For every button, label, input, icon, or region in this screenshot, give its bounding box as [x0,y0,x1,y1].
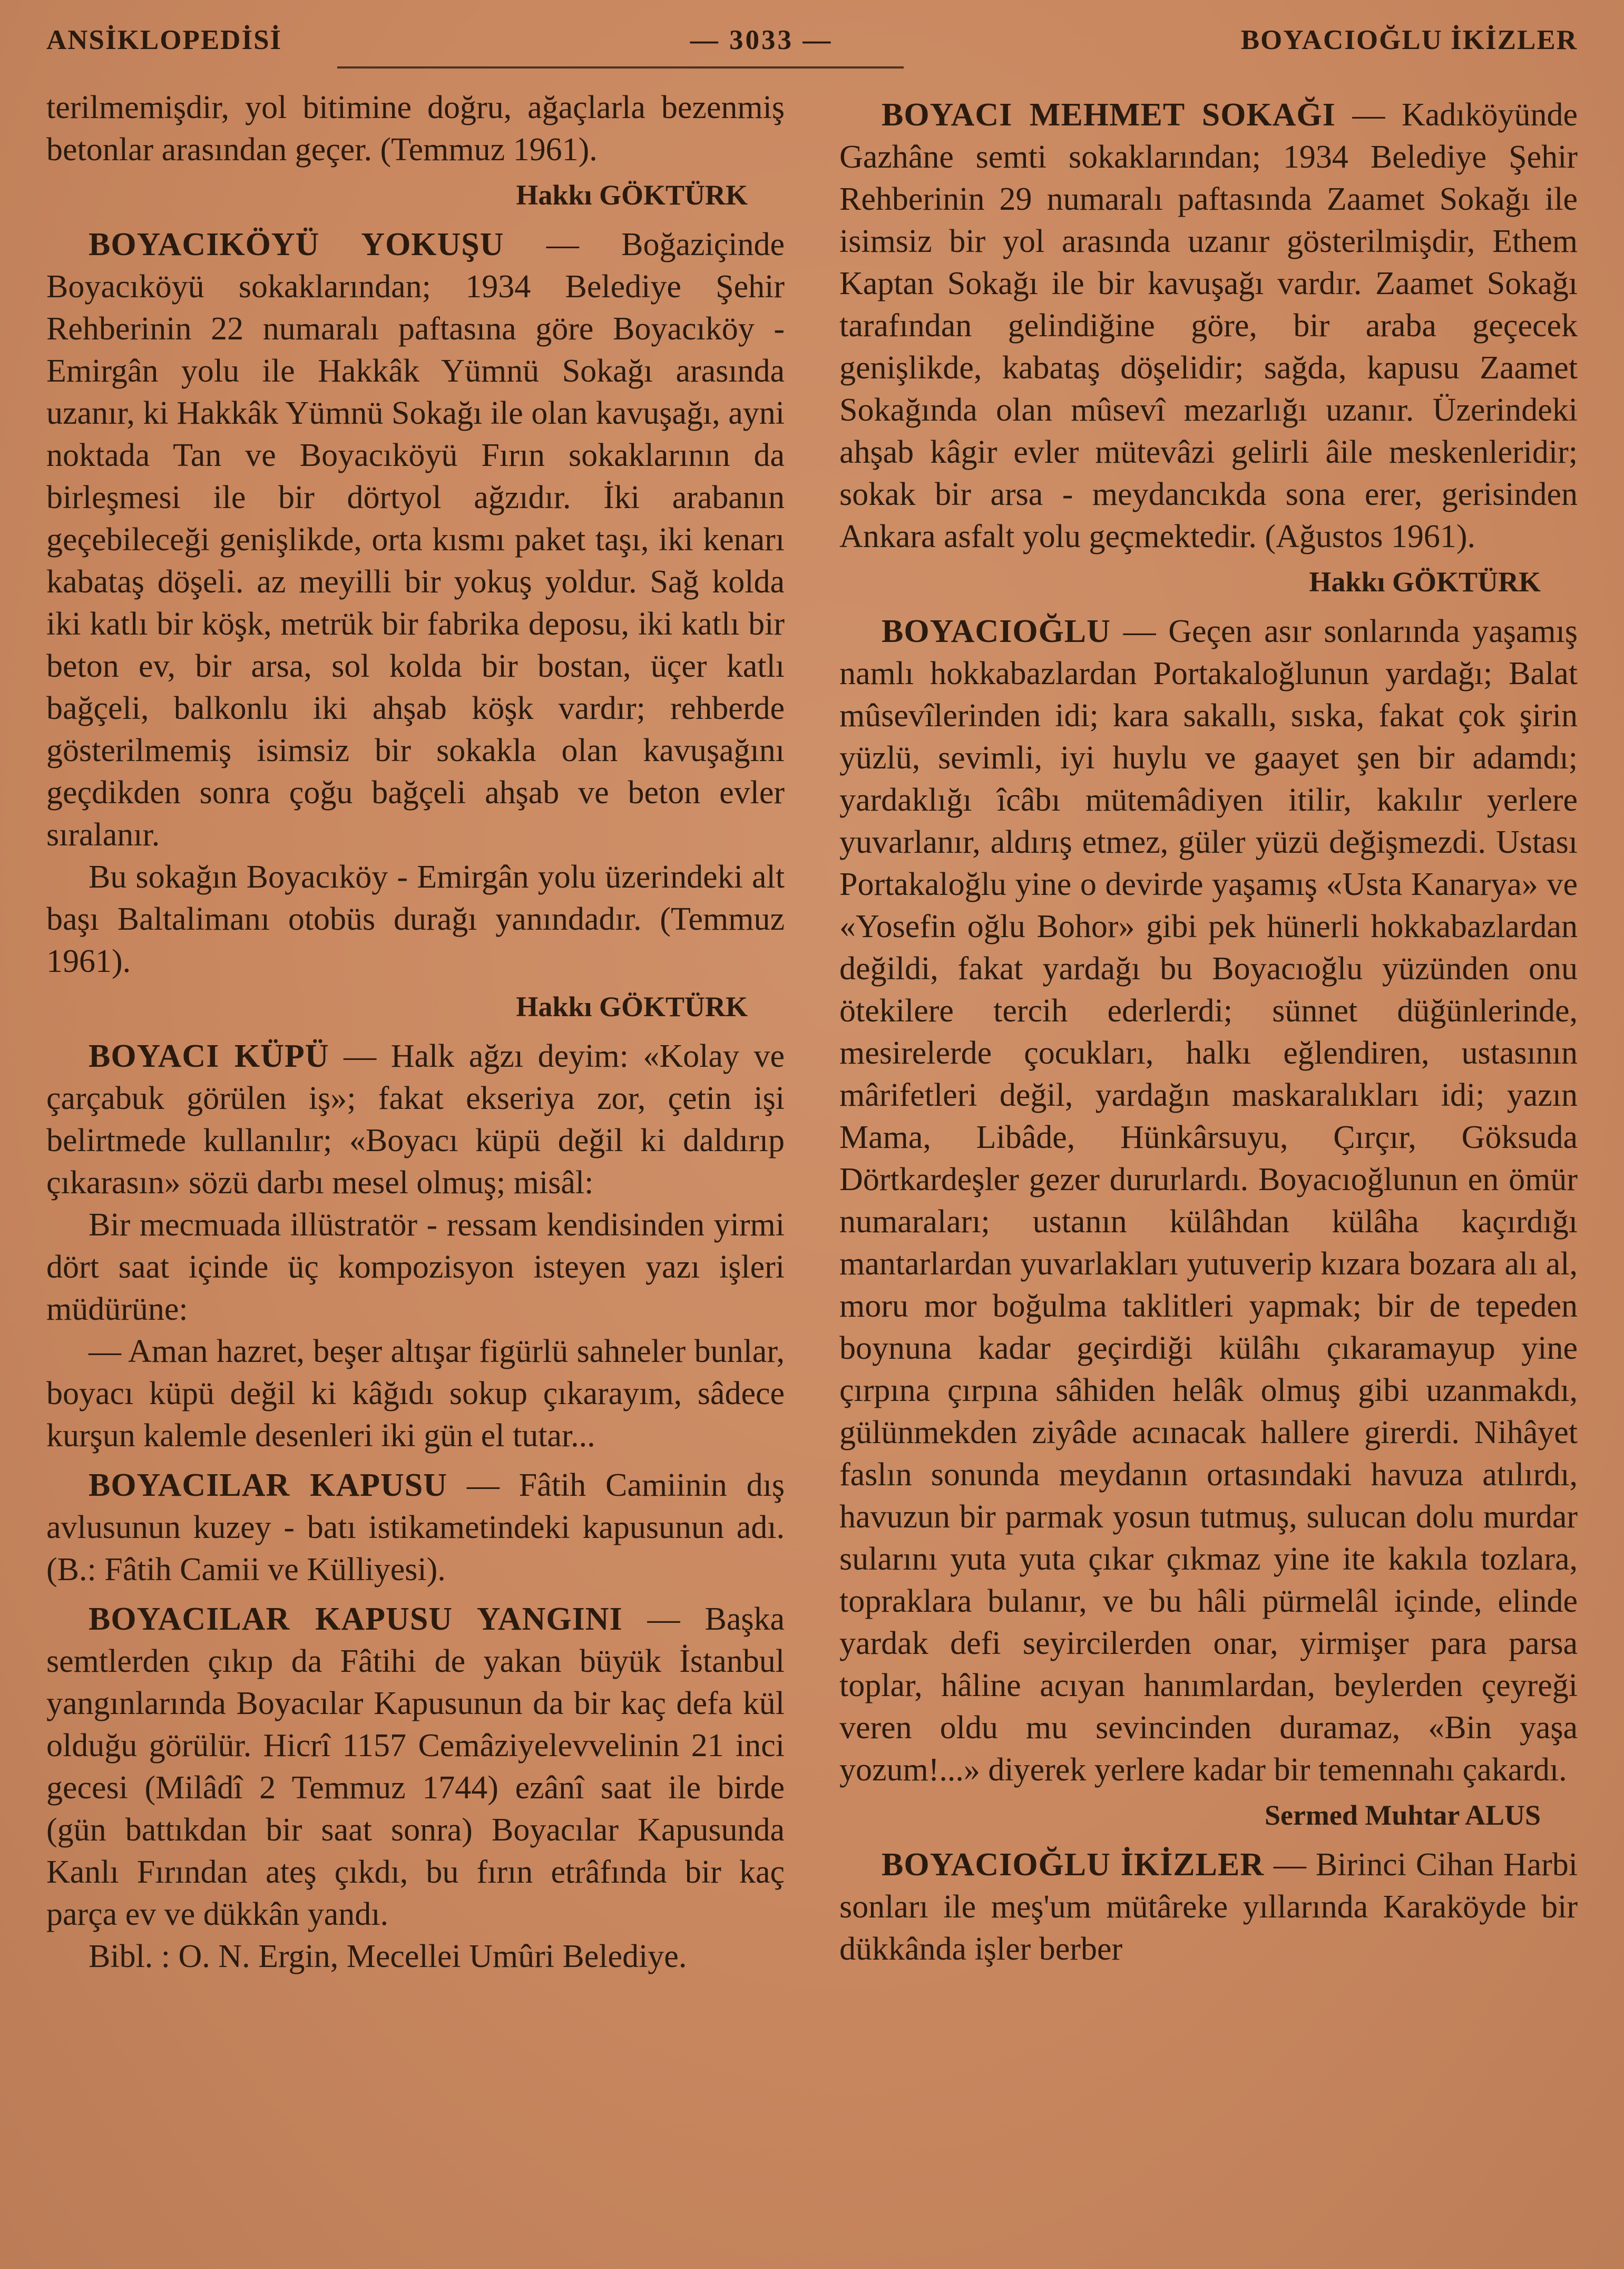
entry-title: BOYACIOĞLU İKİZLER [882,1847,1265,1883]
entry-title: BOYACIOĞLU [882,613,1111,649]
text-columns [46,86,1578,1978]
entry-paragraph: BOYACIKÖYÜ YOKUŞU — Boğaziçinde Boyacıköyü sokaklarından; 1934 Belediye Şehir Rehberinin 22 numaralı paftasına göre Boyacıköy - Emirgân yolu ile Hakkâk Yümnü Sokağı arasında uzanır, ki Hakkâk Yümnü Sokağı ile olan kavuşağı, ayni noktada Tan ve Boyacıköyü Fırın sokaklarının da birleşmesi ile bir dörtyol ağzıdır. İki arabanın geçebileceği genişlikde, orta kısmı paket taşı, iki kenarı kabataş döşeli. az meyilli bir yokuş yoldur. Sağ kolda iki katlı bir köşk, metrük bir fabrika deposu, iki katlı bir beton ev, bir arsa, sol kolda bir bostan, üçer katlı bağçeli, balkonlu iki ahşab köşk vardır; rehberde gösterilmemiş isimsiz bir sokakla olan kavuşağını geçdikden sonra çoğu bağçeli ahşab ve beton evler sıralanır. [46,227,785,853]
author-signature: Hakkı GÖKTÜRK [516,991,748,1022]
continuation-paragraph: terilmemişdir, yol bitimine doğru, ağaçlarla bezenmiş betonlar arasından geçer. (Temmuz 1961). [46,90,785,168]
entry-paragraph: BOYACILAR KAPUSU YANGINI — Başka semtlerden çıkıp da Fâtihi de yakan büyük İstanbul yangınlarında Boyacılar Kapusunun da bir kaç defa kül olduğu görülür. Hicrî 1157 Cemâziyelevvelinin 21 inci gecesi (Milâdî 2 Temmuz 1744) ezânî saat ile birde (gün battıkdan bir saat sonra) Boyacılar Kapusunda Kanlı Fırından ateş çıkdı, bu fırın etrâfında bir kaç parça ev ve dükkân yandı. [46,1601,785,1932]
entry-paragraph: BOYACILAR KAPUSU — Fâtih Camiinin dış avlusunun kuzey - batı istikametindeki kapusunun adı. (B.: Fâtih Camii ve Külliyesi). [46,1467,785,1588]
author-signature: Hakkı GÖKTÜRK [516,179,748,211]
entry-title: BOYACILAR KAPUSU [89,1467,447,1503]
entry-paragraph: BOYACI MEHMET SOKAĞI — Kadıköyünde Gazhâne semti sokaklarından; 1934 Belediye Şehir Rehberinin 29 numaralı paftasında Zaamet Sokağı ile isimsiz bir yol arasında uzanır gösterilmişdir, Ethem Kaptan Sokağı ile bir kavuşağı vardır. Zaamet Sokağı tarafından gelindiğine göre, bir araba geçecek genişlikde, kabataş döşelidir; sağda, kapusu Zaamet Sokağında olan mûsevî mezarlığı uzanır. Üzerindeki ahşab kâgir evler mütevâzi gelirli âile meskenleridir; sokak bir arsa - meydancıkda sona erer, gerisinden Ankara asfalt yolu geçmektedir. (Ağustos 1961). [839,97,1578,554]
entry-paragraph: BOYACIOĞLU — Geçen asır sonlarında yaşamış namlı hokkabazlardan Portakaloğlunun yardağı; Balat mûsevîlerinden idi; kara sakallı, sıska, fakat çok şirin yüzlü, sevimli, iyi huylu ve gaayet şen bir adamdı; yardaklığı îcâbı mütemâdiyen itilir, kakılır yerlere yuvarlanır, aldırış etmez, güler yüzü değişmezdi. Ustası Portakaloğlu yine o devirde yaşamış «Usta Kanarya» ve «Yosefin oğlu Bohor» gibi pek hünerli hokkabazlardan değildi, fakat yardağı bu Boyacıoğlu yüzünden onu ötekilere tercih ederlerdi; sünnet düğünlerinde, mesirelerde çocukları, halkı eğlendiren, ustasının mârifetleri değil, yardağın maskaralıkları idi; yazın Mama, Libâde, Hünkârsuyu, Çırçır, Göksuda Dörtkardeşler gezer dururlardı. Boyacıoğlunun en ömür numaraları; ustanın külâhdan külâha kaçırdığı mantarlardan yuvarlakları yutuverip kızara bozara alı al, moru mor boğulma taklitleri yapmak; bir de tepeden boynuna kadar geçirdiği külâhı çıkaramayup yine çırpına çırpına sâhiden helâk olmuş gibi uzanmakdı, gülünmekden ziyâde acınacak hallere girerdi. Nihâyet faslın sonunda meydanın ortasındaki havuza atılırdı, havuzun bir parmak yosun tutmuş, sulucan dolu murdar sularını yuta yuta çıkar çıkmaz yine ite kakıla tozlara, topraklara bulanır, ve bu hâli pürmelâl içinde, elinde yardak defi seyircilerden onar, yirmişer para parsa toplar, hâline acıyan hanımlardan, beylerden çeyreği veren oldu mu sevincinden duramaz, «Bin yaşa yozum!...» diyerek yerlere kadar bir temennahı çakardı. [839,613,1578,1788]
entry-paragraph: BOYACIOĞLU İKİZLER — Birinci Cihan Harbi sonları ile meş'um mütâreke yıllarında Karaköyde bir dükkânda işler berber [839,1847,1578,1967]
paragraph: Bu sokağın Boyacıköy - Emirgân yolu üzerindeki alt başı Baltalimanı otobüs durağı yanındadır. (Temmuz 1961). [46,859,785,979]
paragraph: Bir mecmuada illüstratör - ressam kendisinden yirmi dört saat içinde üç kompozisyon isteyen yazı işleri müdürüne: [46,1207,785,1327]
entry-title: BOYACILAR KAPUSU YANGINI [89,1601,623,1637]
page-header [46,24,1578,56]
running-title-right: BOYACIOĞLU İKİZLER [1240,25,1578,55]
right-column [839,86,1578,1978]
paragraph: Bibl. : O. N. Ergin, Mecellei Umûri Belediye. [89,1939,687,1974]
paragraph: — Aman hazret, beşer altışar figürlü sahneler bunlar, boyacı küpü değil ki kâğıdı sokup çıkarayım, sâdece kurşun kalemle desenleri iki gün el tutar... [46,1333,785,1454]
author-signature: Sermed Muhtar ALUS [1264,1799,1541,1831]
running-title-left: ANSİKLOPEDİSİ [46,25,282,55]
entry-paragraph: BOYACI KÜPÜ — Halk ağzı deyim: «Kolay ve çarçabuk görülen iş»; fakat ekseriya zor, çetin işi belirtmede kullanılır; «Boyacı küpü değil ki daldırıp çıkarasın» sözü darbı mesel olmuş; misâl: [46,1038,785,1201]
entry-title: BOYACI KÜPÜ [89,1038,329,1074]
header-divider-rule [337,66,904,69]
entry-title: BOYACIKÖYÜ YOKUŞU [89,227,504,262]
page-number: — 3033 — [690,25,833,55]
entry-title: BOYACI MEHMET SOKAĞI [882,97,1336,133]
author-signature: Hakkı GÖKTÜRK [1309,566,1541,598]
left-column [46,86,785,1978]
